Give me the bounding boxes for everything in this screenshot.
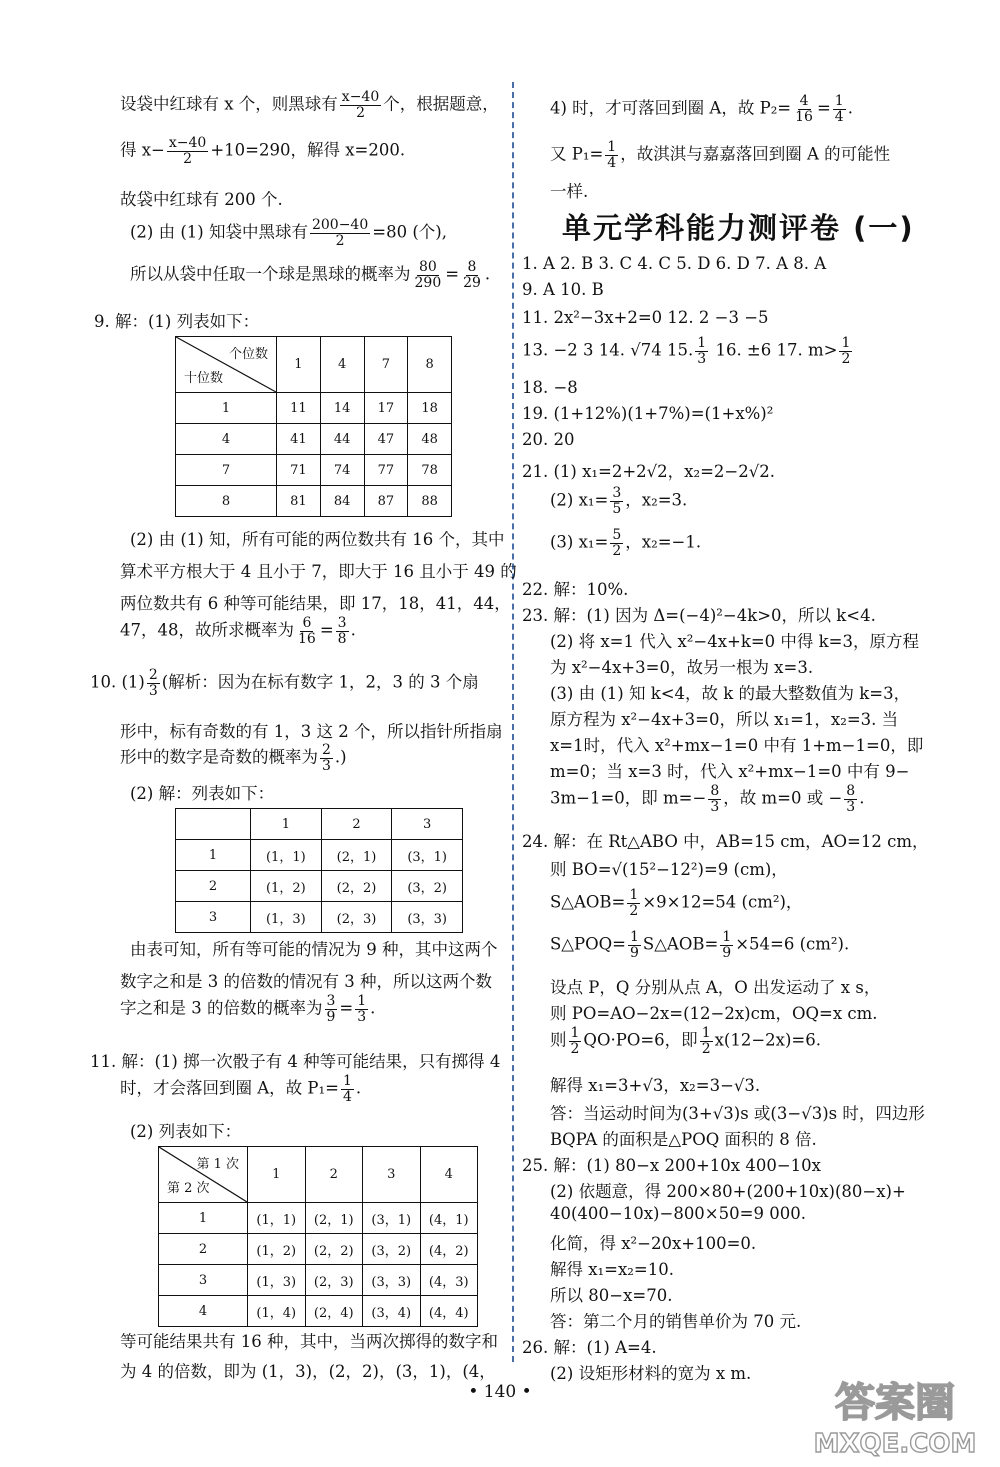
text-line: (2) 由 (1) 知袋中黑球有 $\frac{200-40}{2}$ =80 (个), [130,217,447,249]
text-line: 故袋中红球有 200 个. [120,190,283,209]
table-row: 1 2 3 [176,809,463,840]
answer-line: 3m−1=0，即 m=− $\frac{8}{3}$ ，故 m=0 或 − $\frac{8}{3}$ . [550,783,865,815]
fraction: $\frac{1}{4}$ [607,139,617,171]
answer-line: S△POQ= $\frac{1}{9}$ S△AOB= $\frac{1}{9}$ ×54=6 (cm²). [550,929,850,961]
dial-table [175,808,463,933]
answer-line: 原方程为 x²−4x+3=0，所以 x₁=1，x₂=3. 当 [550,710,899,729]
answer-line: 25. 解：(1) 80−x 200+10x 400−10x [522,1156,821,1175]
answer-line: (2) x₁= $\frac{3}{5}$ ，x₂=3. [550,485,688,517]
answer-line: 则 PO=AO−2x=(12−2x)cm，OQ=x cm. [550,1004,878,1023]
table-row: 1 (1，1) (2，1) (3，1) (4，1) [159,1203,478,1234]
text-line: 4) 时，才可落回到圈 A，故 P₂= $\frac{4}{16}$ = $\frac{1}{4}$ . [550,93,853,125]
watermark-top: 答案圈 [835,1380,955,1426]
answer-line: 40(400−10x)−800×50=9 000. [550,1204,806,1223]
table-row: 3 (1，3) (2，3) (3，3) [176,902,463,933]
fraction: $\frac{6}{16}$ [298,615,316,647]
table-cell: 7 [364,337,408,393]
table-cell: 4 [320,337,364,393]
table-row: 2 (1，2) (2，2) (3，2) (4，2) [159,1234,478,1265]
text-line: 数字之和是 3 的倍数的情况有 3 种，所以这两个数 [120,972,492,991]
text-line: 时，才会落回到圈 A，故 P₁= $\frac{1}{4}$ . [120,1073,362,1105]
answer-line: 11. 2x²−3x+2=0 12. 2 −3 −5 [522,308,769,327]
answer-line: 21. (1) x₁=2+2√2，x₂=2−2√2. [522,462,776,481]
text-line: 形中的数字是奇数的概率为 $\frac{2}{3}$ .) [120,742,347,774]
text-line: 由表可知，所有等可能的情况为 9 种，其中这两个 [130,940,498,959]
two-digit-table [175,336,452,517]
answer-line: 1. A 2. B 3. C 4. C 5. D 6. D 7. A 8. A [522,254,827,273]
table-diagonal-header [176,337,277,393]
answer-line: S△AOB= $\frac{1}{2}$ ×9×12=54 (cm²)， [550,887,803,919]
answer-line: 9. A 10. B [522,280,604,299]
fraction: $\frac{1}{2}$ [570,1025,580,1057]
answer-line: 解得 x₁=3+√3，x₂=3−√3. [550,1076,761,1095]
answer-line: 则 BO=√(15²−12²)=9 (cm)， [550,860,788,879]
fraction: $\frac{200-40}{2}$ [311,217,369,249]
fraction: $\frac{3}{9}$ [326,993,336,1025]
fraction: $\frac{8}{3}$ [710,783,720,815]
question-9: 9. 解：(1) 列表如下： [94,312,260,331]
answer-line: BQPA 的面积是△POQ 面积的 8 倍. [550,1130,817,1149]
answer-line: (3) 由 (1) 知 k<4，故 k 的最大整数值为 k=3， [550,684,911,703]
fraction: $\frac{2}{3}$ [148,667,158,699]
table-row: 3 (1，3) (2，3) (3，3) (4，3) [159,1265,478,1296]
text-line: 算术平方根大于 4 且小于 7，即大于 16 且小于 49 的 [120,562,517,581]
table-diagonal-header [159,1147,248,1203]
answer-line: 为 x²−4x+3=0，故另一根为 x=3. [550,658,814,677]
fraction: $\frac{8}{29}$ [463,259,481,291]
text-line: 为 4 的倍数，即为 (1，3)，(2，2)，(3，1)，(4， [120,1362,496,1381]
header-label: 十位数 [184,371,224,386]
answer-line: 答：当运动时间为(3+√3)s 或(3−√3)s 时，四边形 [550,1104,925,1123]
header-label: 第 1 次 [196,1157,239,1172]
table-row: 1 11 14 17 18 [176,393,452,424]
text-line: 设袋中红球有 x 个，则黑球有 $\frac{x-40}{2}$ 个，根据题意， [120,89,499,121]
answer-line: 所以 80−x=70. [550,1286,673,1305]
fraction: $\frac{3}{5}$ [612,485,622,517]
table-cell: 1 [277,337,321,393]
answer-line: 答：第二个月的销售单价为 70 元. [550,1312,802,1331]
fraction: $\frac{1}{2}$ [629,887,639,919]
fraction: $\frac{1}{9}$ [722,929,732,961]
fraction: $\frac{1}{2}$ [701,1025,711,1057]
table-row: 4 (1，4) (2，4) (3，4) (4，4) [159,1296,478,1327]
fraction: $\frac{2}{3}$ [322,742,331,774]
text-line: 字之和是 3 的倍数的概率为 $\frac{3}{9}$ = $\frac{1}{3}$ . [120,993,376,1025]
text-line: 得 x− $\frac{x-40}{2}$ +10=290，解得 x=200. [120,135,406,167]
answer-line: 设点 P，Q 分别从点 A，O 出发运动了 x s， [550,978,881,997]
watermark-logo [800,1370,990,1460]
table-row: 1 (1，1) (2，1) (3，1) [176,840,463,871]
answer-line: m=0；当 x=3 时，代入 x²+mx−1=0 中有 9− [550,762,910,781]
table-row: 7 71 74 77 78 [176,455,452,486]
answer-line: 13. −2 3 14. √74 15. $\frac{1}{3}$ 16. ±6 17. m> $\frac{1}{2}$ [522,335,851,367]
fraction: $\frac{4}{16}$ [795,93,813,125]
table-row: 2 (1，2) (2，2) (3，2) [176,871,463,902]
fraction: $\frac{1}{9}$ [629,929,639,961]
answer-line: 24. 解：在 Rt△ABO 中，AB=15 cm，AO=12 cm， [522,832,929,851]
page-number: • 140 • [468,1382,532,1402]
header-label: 个位数 [228,347,268,362]
header-label: 第 2 次 [167,1181,210,1196]
question-11: 11. 解：(1) 掷一次骰子有 4 种等可能结果，只有掷得 4 [90,1052,501,1071]
table-row: 4 41 44 47 48 [176,424,452,455]
fraction: $\frac{5}{2}$ [612,527,622,559]
text-line: 两位数共有 6 种等可能结果，即 17，18，41，44， [120,594,511,613]
answer-line: 19. (1+12%)(1+7%)=(1+x%)² [522,404,774,423]
text-line: (2) 由 (1) 知，所有可能的两位数共有 16 个，其中 [130,530,505,549]
text-line: 所以从袋中任取一个球是黑球的概率为 $\frac{80}{290}$ = $\frac{8}{29}$ . [130,259,491,291]
question-10: 10. (1) $\frac{2}{3}$ (解析：因为在标有数字 1，2，3 的 3 个扇 [90,667,479,699]
fraction: $\frac{1}{3}$ [697,335,707,367]
text-line: (2) 解：列表如下： [130,784,275,803]
text-line: (2) 列表如下： [130,1122,242,1141]
answer-line: (2) 依题意，得 200×80+(200+10x)(80−x)+ [550,1182,906,1201]
answer-line: 则 $\frac{1}{2}$ QO·PO=6，即 $\frac{1}{2}$ x(12−2x)=6. [550,1025,821,1057]
answer-line: 20. 20 [522,430,575,449]
watermark-bottom: MXQE.COM [813,1429,977,1459]
answer-line: 26. 解：(1) A=4. [522,1338,657,1357]
answer-line: 23. 解：(1) 因为 Δ=(−4)²−4k>0，所以 k<4. [522,606,876,625]
text-line: 等可能结果共有 16 种，其中，当两次掷得的数字和 [120,1332,498,1351]
fraction: $\frac{x-40}{2}$ [341,89,380,121]
table-cell: 8 [408,337,452,393]
text-line: 一样. [550,182,589,201]
answer-line: x=1时，代入 x²+mx−1=0 中有 1+m−1=0，即 [550,736,924,755]
fraction: $\frac{x-40}{2}$ [168,135,207,167]
answer-line: 18. −8 [522,378,578,397]
fraction: $\frac{8}{3}$ [846,783,856,815]
answer-line: (3) x₁= $\frac{5}{2}$ ，x₂=−1. [550,527,702,559]
fraction: $\frac{1}{4}$ [342,1073,352,1105]
text-line: 47，48，故所求概率为 $\frac{6}{16}$ = $\frac{3}{8}$ . [120,615,356,647]
answer-line: 化简，得 x²−20x+100=0. [550,1234,757,1253]
text-line: 又 P₁= $\frac{1}{4}$ ，故淇淇与嘉嘉落回到圈 A 的可能性 [550,139,891,171]
answer-line: 解得 x₁=x₂=10. [550,1260,674,1279]
fraction: $\frac{3}{8}$ [337,615,347,647]
answer-line: 22. 解：10%. [522,580,629,599]
fraction: $\frac{1}{4}$ [834,93,844,125]
fraction: $\frac{80}{290}$ [414,259,442,291]
answer-line: (2) 将 x=1 代入 x²−4x+k=0 中得 k=3，原方程 [550,632,919,651]
dice-table: 第 1 次 第 2 次 1 2 3 4 1 (1，1) (2，1) (3，1) (4，1) 2 (1，2) (2，2) (3，2) (4，2) 3 (1，3) (2，3) (3，3) (4，3) 4 (1，4) (2，4) (3，4) (4，4) [158,1146,478,1327]
answer-line: (2) 设矩形材料的宽为 x m. [550,1364,752,1383]
text-line: 形中，标有奇数的有 1，3 这 2 个，所以指针所指扇 [120,722,503,741]
fraction: $\frac{1}{3}$ [357,993,367,1025]
section-title: 单元学科能力测评卷 (一) [562,211,915,245]
column-divider [512,82,514,1362]
fraction: $\frac{1}{2}$ [841,335,851,367]
table-row: 8 81 84 87 88 [176,486,452,517]
